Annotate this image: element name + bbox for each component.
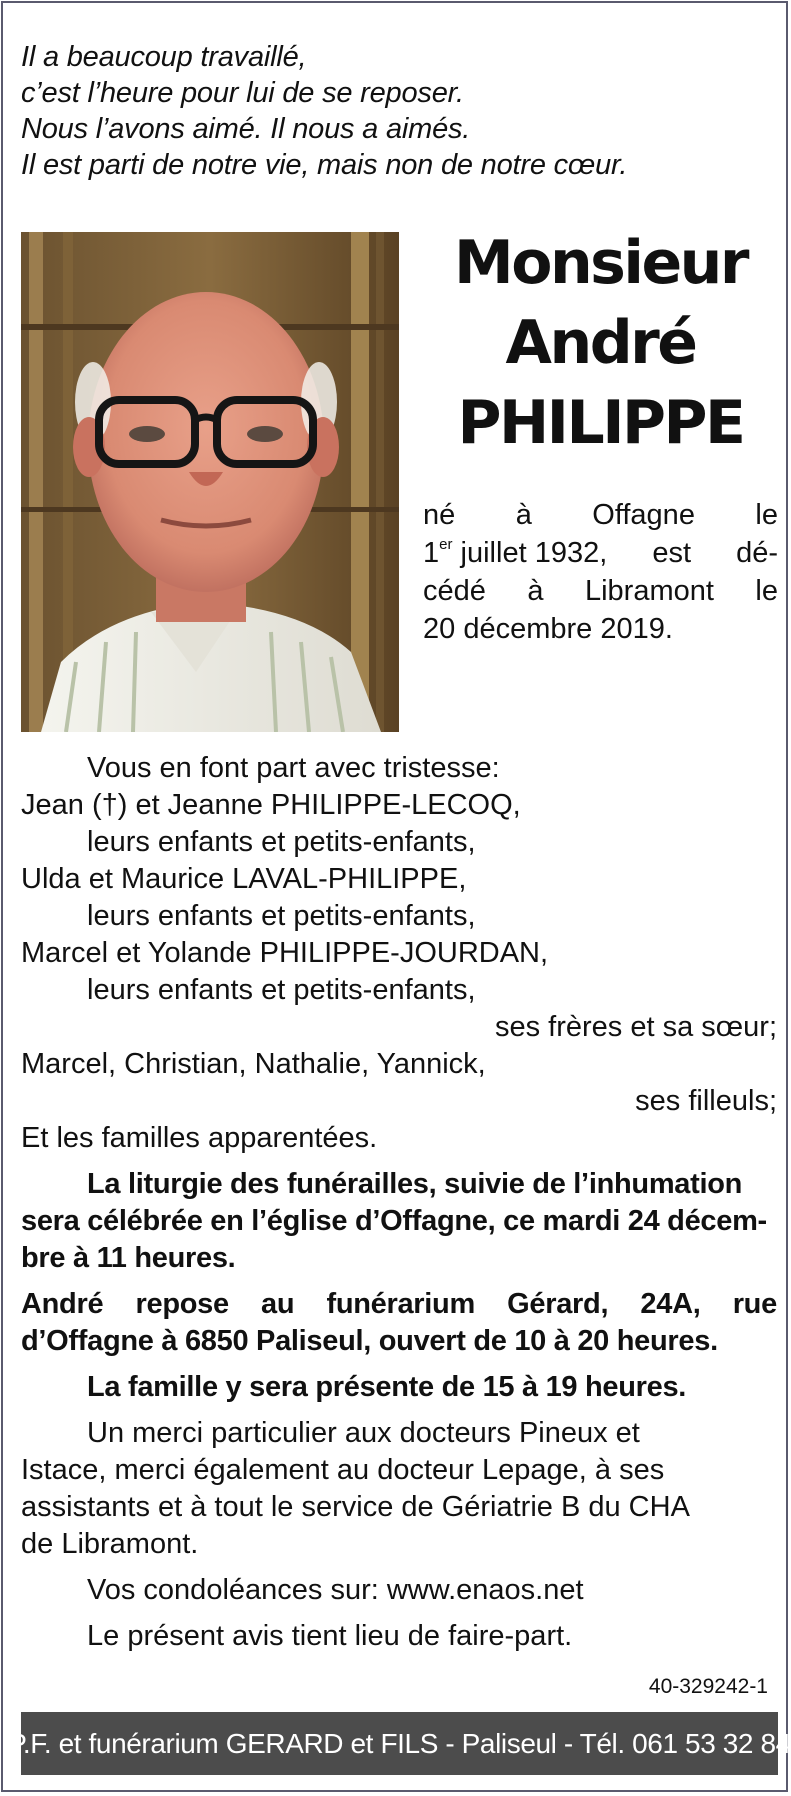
birth-text: né bbox=[423, 499, 456, 531]
liturgy-line: sera célébrée en l’église d’Offagne, ce mardi 24 décem- bbox=[21, 1205, 767, 1237]
poem-line-4: Il est parti de notre vie, mais non de notre cœur. bbox=[21, 149, 628, 181]
liturgy-line: La liturgie des funérailles, suivie de l’inhumation bbox=[87, 1168, 743, 1200]
liturgy-paragraph bbox=[21, 1166, 777, 1277]
thanks-paragraph bbox=[21, 1415, 777, 1563]
portrait-photo bbox=[21, 232, 399, 732]
birth-line-2 bbox=[423, 534, 778, 572]
obituary-notice bbox=[1, 1, 791, 1792]
rest-word: au bbox=[261, 1288, 295, 1320]
family-line: leurs enfants et petits-enfants, bbox=[87, 826, 476, 858]
family-line: Jean (†) et Jeanne PHILIPPE-LECOQ, bbox=[21, 789, 521, 821]
birth-text: Offagne bbox=[592, 499, 695, 531]
family-line: ses frères et sa sœur; bbox=[494, 1011, 777, 1043]
notice-body bbox=[21, 750, 777, 1655]
family-line: leurs enfants et petits-enfants, bbox=[87, 900, 476, 932]
condolences-line: Vos condoléances sur: www.enaos.net bbox=[87, 1574, 584, 1606]
poem-line-1: Il a beaucoup travaillé, bbox=[21, 41, 307, 73]
family-line: Ulda et Maurice LAVAL-PHILIPPE, bbox=[21, 863, 467, 895]
family-line: Et les familles apparentées. bbox=[21, 1122, 378, 1154]
rest-word: André bbox=[21, 1288, 104, 1320]
poem-line-3: Nous l’avons aimé. Il nous a aimés. bbox=[21, 113, 471, 145]
birth-text: le bbox=[755, 499, 778, 531]
birth-text: à bbox=[515, 499, 532, 531]
birth-day-suffix: er bbox=[439, 536, 453, 553]
rest-line-2: d’Offagne à 6850 Paliseul, ouvert de 10 à 20 heures. bbox=[21, 1325, 718, 1357]
rest-word: 24A, bbox=[640, 1288, 701, 1320]
thanks-line: assistants et à tout le service de Gériatrie B du CHA bbox=[21, 1491, 690, 1523]
birth-text: Libramont bbox=[584, 575, 714, 607]
name-first: André bbox=[505, 308, 696, 378]
birth-text: juillet 1932, bbox=[460, 537, 608, 569]
birth-death-info bbox=[423, 496, 778, 648]
birth-line-3 bbox=[423, 572, 778, 610]
thanks-line: Un merci particulier aux docteurs Pineux et bbox=[87, 1417, 640, 1449]
rest-paragraph bbox=[21, 1286, 777, 1360]
birth-line-4: 20 décembre 2019. bbox=[423, 613, 673, 645]
rest-word: Gérard, bbox=[507, 1288, 609, 1320]
birth-text: le bbox=[755, 575, 778, 607]
family-line: leurs enfants et petits-enfants, bbox=[87, 974, 476, 1006]
name-title: Monsieur bbox=[454, 228, 747, 298]
funeral-home-footer bbox=[8, 1712, 791, 1775]
thanks-line: de Libramont. bbox=[21, 1528, 199, 1560]
reference-number: 40-329242-1 bbox=[648, 1675, 768, 1698]
deceased-name bbox=[423, 223, 778, 463]
rest-word: repose bbox=[135, 1288, 229, 1320]
rest-line-1 bbox=[21, 1286, 777, 1323]
birth-text: cédé bbox=[423, 575, 486, 607]
family-line: Marcel, Christian, Nathalie, Yannick, bbox=[21, 1048, 486, 1080]
thanks-line: Istace, merci également au docteur Lepage, à ses bbox=[21, 1454, 665, 1486]
family-line: ses filleuls; bbox=[635, 1085, 777, 1117]
footer-text: P.F. et funérarium GERARD et FILS - Paliseul - Tél. 061 53 32 84 bbox=[8, 1727, 791, 1759]
birth-text: à bbox=[527, 575, 544, 607]
family-intro: Vous en font part avec tristesse: bbox=[87, 752, 500, 784]
rest-word: funérarium bbox=[326, 1288, 475, 1320]
birth-text: dé- bbox=[736, 537, 778, 569]
birth-text: est bbox=[652, 537, 692, 569]
liturgy-line: bre à 11 heures. bbox=[21, 1242, 236, 1274]
birth-date bbox=[423, 534, 607, 572]
family-line: Marcel et Yolande PHILIPPE-JOURDAN, bbox=[21, 937, 549, 969]
birth-day: 1 bbox=[423, 537, 440, 569]
notice-line: Le présent avis tient lieu de faire-part. bbox=[87, 1620, 573, 1652]
rest-word: rue bbox=[732, 1288, 777, 1320]
name-last: PHILIPPE bbox=[457, 388, 744, 458]
family-presence: La famille y sera présente de 15 à 19 heures. bbox=[87, 1371, 687, 1403]
poem bbox=[21, 39, 627, 183]
birth-line-1 bbox=[423, 496, 778, 534]
poem-line-2: c’est l’heure pour lui de se reposer. bbox=[21, 77, 464, 109]
